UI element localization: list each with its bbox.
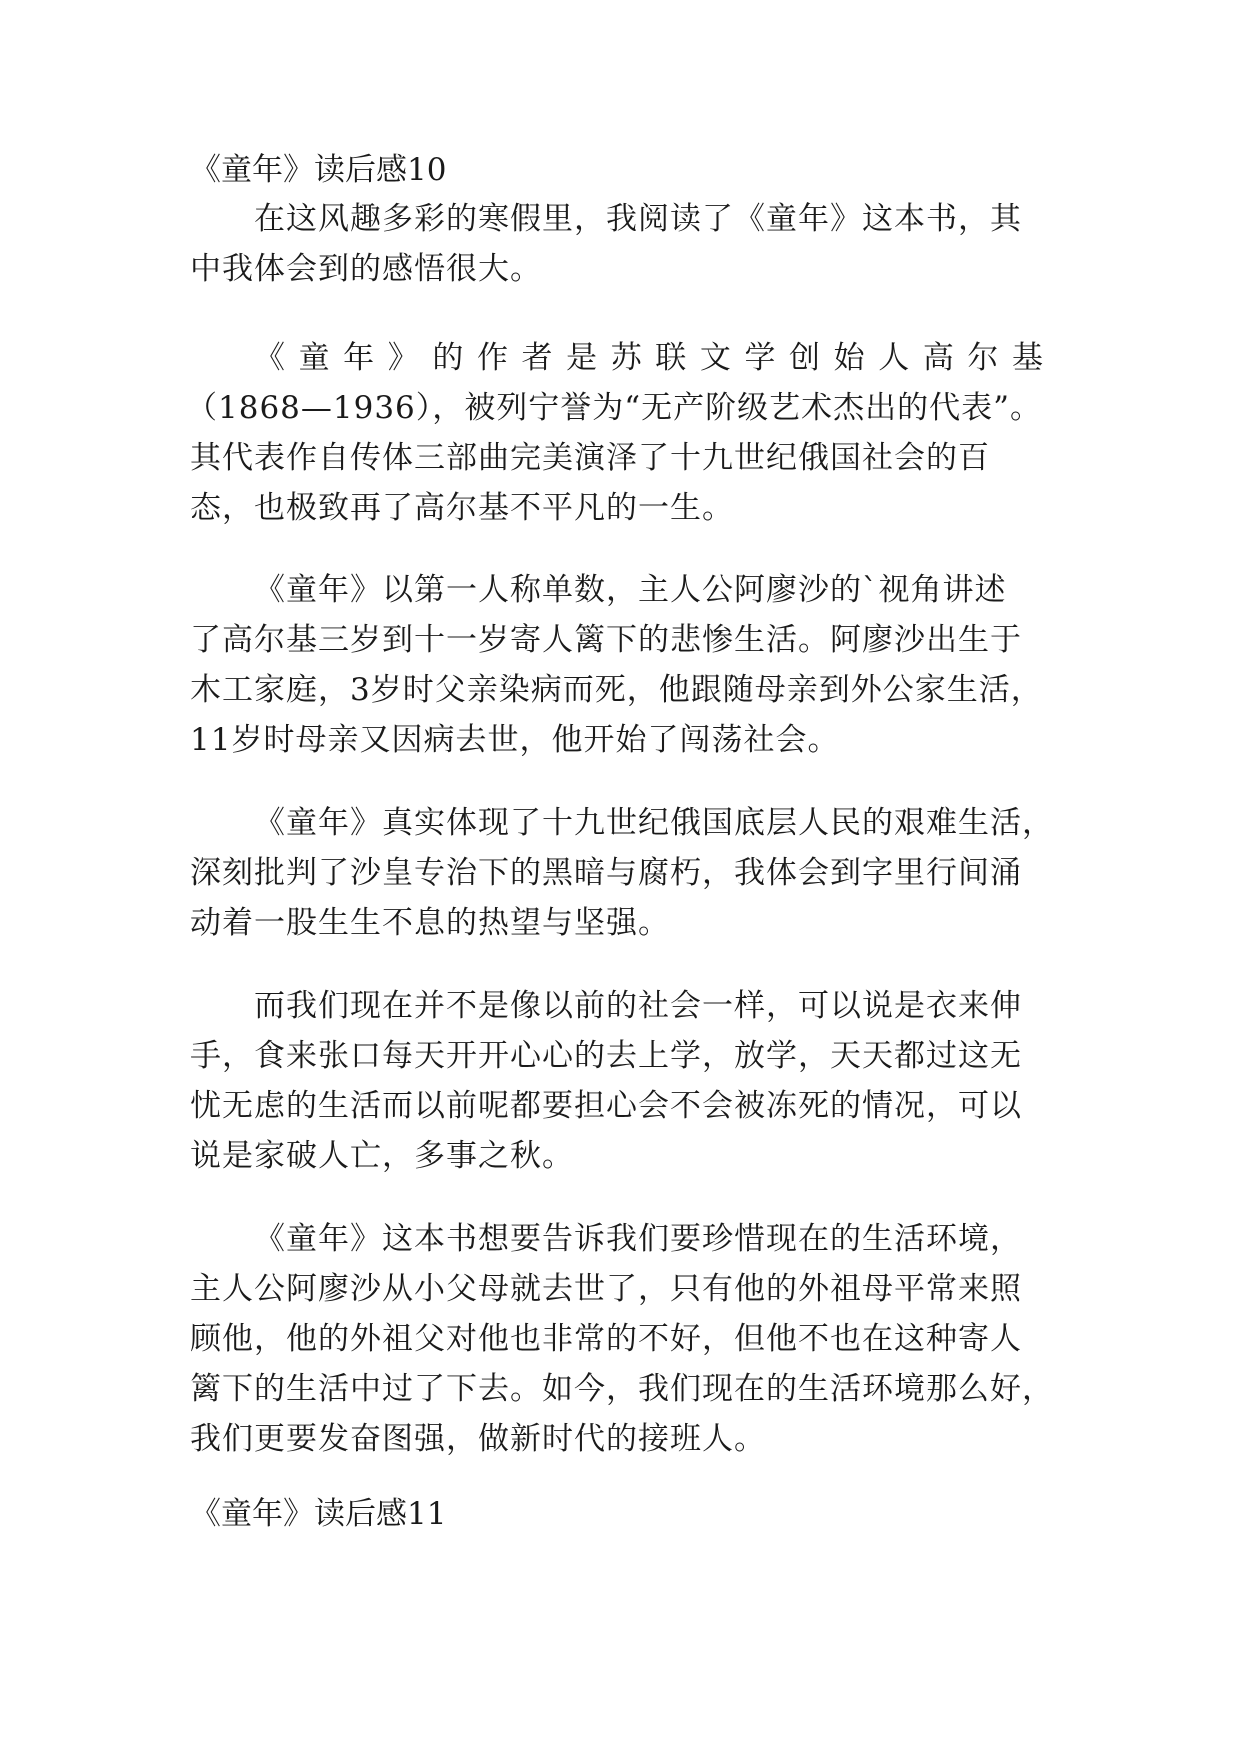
paragraph-5-line-4: 说是家破人亡，多事之秋。 bbox=[190, 1138, 574, 1174]
paragraph-3-line-2: 了高尔基三岁到十一岁寄人篱下的悲惨生活。阿廖沙出生于 bbox=[190, 622, 1022, 658]
paragraph-1-line-2: 中我体会到的感悟很大。 bbox=[190, 251, 542, 287]
paragraph-4-line-2: 深刻批判了沙皇专治下的黑暗与腐朽，我体会到字里行间涌 bbox=[190, 855, 1022, 891]
paragraph-4-line-1: 《童年》真实体现了十九世纪俄国底层人民的艰难生活， bbox=[254, 805, 1054, 841]
paragraph-6-line-4: 篱下的生活中过了下去。如今，我们现在的生活环境那么好， bbox=[190, 1371, 1054, 1407]
paragraph-6-line-1: 《童年》这本书想要告诉我们要珍惜现在的生活环境， bbox=[254, 1221, 1022, 1257]
paragraph-6-line-5: 我们更要发奋图强，做新时代的接班人。 bbox=[190, 1421, 766, 1457]
paragraph-5-line-1: 而我们现在并不是像以前的社会一样，可以说是衣来伸 bbox=[254, 988, 1022, 1024]
paragraph-6-line-3: 顾他，他的外祖父对他也非常的不好，但他不也在这种寄人 bbox=[190, 1321, 1022, 1357]
paragraph-3-line-4: 11岁时母亲又因病去世，他开始了闯荡社会。 bbox=[190, 722, 840, 758]
paragraph-3-line-3: 木工家庭，3岁时父亲染病而死，他跟随母亲到外公家生活， bbox=[190, 672, 1043, 708]
paragraph-3-line-1: 《童年》以第一人称单数，主人公阿廖沙的`视角讲述 bbox=[254, 572, 1007, 608]
paragraph-4-line-3: 动着一股生生不息的热望与坚强。 bbox=[190, 905, 670, 941]
section-heading: 《童年》读后感11 bbox=[190, 1496, 447, 1532]
paragraph-5-line-2: 手，食来张口每天开开心心的去上学，放学，天天都过这无 bbox=[190, 1038, 1022, 1074]
paragraph-1-line-1: 在这风趣多彩的寒假里，我阅读了《童年》这本书，其 bbox=[254, 201, 1022, 237]
paragraph-5-line-3: 忧无虑的生活而以前呢都要担心会不会被冻死的情况，可以 bbox=[190, 1088, 1022, 1124]
paragraph-6-line-2: 主人公阿廖沙从小父母就去世了，只有他的外祖母平常来照 bbox=[190, 1271, 1022, 1307]
paragraph-2-line-2: （1868—1936），被列宁誉为“无产阶级艺术杰出的代表”。 bbox=[186, 390, 1042, 426]
paragraph-2-line-4: 态，也极致再了高尔基不平凡的一生。 bbox=[190, 490, 734, 526]
paragraph-2-line-3: 其代表作自传体三部曲完美演泽了十九世纪俄国社会的百 bbox=[190, 440, 990, 476]
paragraph-2-line-1: 《童年》的作者是苏联文学创始人高尔基 bbox=[254, 340, 1044, 376]
section-heading: 《童年》读后感10 bbox=[190, 152, 447, 188]
